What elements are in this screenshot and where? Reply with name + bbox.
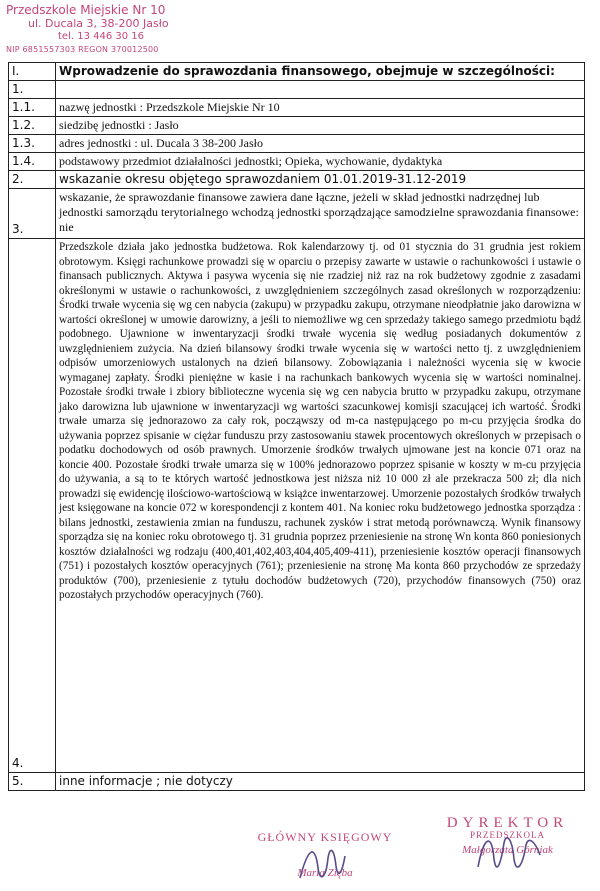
signature-sub-role: PRZEDSZKOLA <box>469 830 545 840</box>
combined-data-statement: wskazanie, że sprawozdanie finansowe zawiera dane łączne, jeżeli w skład jednostki nadrzędnej lub jednostki samorządu terytorialnego wchodzą jednostki sporządzające samodzielne sprawozdania finansowe: nie <box>56 189 585 239</box>
row-number: 4. <box>9 239 56 773</box>
stamp-address: ul. Ducala 3, 38-200 Jasło <box>28 17 169 30</box>
signature-name: Małgorzata Górniak <box>462 844 553 856</box>
signature-role: GŁÓWNY KSIĘGOWY <box>257 830 393 844</box>
signature-name: Maria Zięba <box>297 867 353 879</box>
table-row <box>9 153 585 171</box>
table-row <box>9 117 585 135</box>
financial-statement-intro-table <box>8 62 585 791</box>
stamp-phone: tel. 13 446 30 16 <box>58 31 145 42</box>
unit-seat: siedzibę jednostki : Jasło <box>56 117 585 135</box>
unit-name: nazwę jednostki : Przedszkole Miejskie Nr 10 <box>56 99 585 117</box>
table-row <box>9 773 585 791</box>
row-number: 1.2. <box>9 117 56 135</box>
row-number: 1. <box>9 81 56 99</box>
unit-address: adres jednostki : ul. Ducala 3 38-200 Jasło <box>56 135 585 153</box>
row-number: 2. <box>9 171 56 189</box>
row-number: 1.3. <box>9 135 56 153</box>
table-row <box>9 135 585 153</box>
row-number: 1.1. <box>9 99 56 117</box>
stamp-nip-regon: NIP 6851557303 REGON 370012500 <box>6 45 159 54</box>
institution-stamp <box>6 4 206 56</box>
table-row <box>9 189 585 239</box>
table-row <box>9 81 585 99</box>
row-text <box>56 81 585 99</box>
table-row <box>9 171 585 189</box>
table-row <box>9 63 585 81</box>
signature-role: DYREKTOR <box>446 815 569 831</box>
chief-accountant-signature <box>240 830 410 879</box>
stamp-name: Przedszkole Miejskie Nr 10 <box>6 3 166 17</box>
table-row <box>9 99 585 117</box>
handwritten-signature <box>290 838 350 888</box>
row-number: 1.4. <box>9 153 56 171</box>
handwritten-signature <box>470 829 550 879</box>
row-number: 5. <box>9 773 56 791</box>
table-row <box>9 239 585 773</box>
director-signature <box>420 815 595 856</box>
reporting-period: wskazanie okresu objętego sprawozdaniem 01.01.2019-31.12-2019 <box>56 171 585 189</box>
accounting-policies: Przedszkole działa jako jednostka budżetowa. Rok kalendarzowy tj. od 01 stycznia do 31 grudnia jest rokiem obrotowym. Księgi rachunkowe prowadzi się w oparciu o przepisy zawarte w ustawie o rachunkowości i ustawie o finansach publicznych. Aktywa i pasywa wycenia się nie rzadziej niż raz na rok budżetowy zgodnie z zasadami określonymi w ustawie o rachunkowości, z uwzględnieniem szczególnych zasad określonych w rozporządzeniu: Środki trwałe wycenia się wg cen nabycia (zakupu) w przypadku zakupu, otrzymane nieodpłatnie jako darowizna w wartości określonej w umowie darowizny, a jeśli to niemożliwe wg cen sprzedaży takiego samego przedmiotu bądź podobnego. Ujawnione w inwentaryzacji środki trwałe wycenia się według posiadanych dokumentów z uwzględnieniem zużycia. Na dzień bilansowy środki trwałe wycenia się w wartości netto tj. z uwzględnieniem odpisów umorzeniowych ustalonych na dzień bilansowy. Zobowiązania i należności wycenia się w kwocie wymaganej zapłaty. Środki pieniężne w kasie i na rachunkach bankowych wycenia się w wartości nominalnej. Pozostałe środki trwałe i zbiory biblioteczne wycenia się wg cen nabycia brutto w przypadku zakupu, otrzymane jako darowizna lub ujawnione w inwentaryzacji wg wartości szacunkowej komisji szacującej ich wartość. Środki trwałe umarza się jednorazowo za cały rok, począwszy od m-ca następującego po m-cu przyjęcia środka do używania poprzez spisanie w ciężar funduszu przy zastosowaniu stawek procentowych określonych w przepisach o podatku dochodowych od osób prawnych. Umorzenie środków trwałych ujmowane jest na koncie 071 oraz na koncie 400. Pozostałe środki trwałe umarza się w 100% jednorazowo poprzez spisanie w koszty w m-cu przyjęcia do używania, a są to te których wartość jednostkowa jest niższa niż 10 000 zł ale przekracza 500 zł; dla nich prowadzi się ewidencję ilościowo-wartościową w książce inwentarzowej. Umorzenie pozostałych środków trwałych jest księgowane na koncie 072 w korespondencji z kontem 401. Na koniec roku budżetowego jednostka sporządza : bilans jednostki, zestawienia zmian na funduszu, rachunek zysków i strat metodą porównawczą. Wynik finansowy sporządza się na koniec roku obrotowego tj. 31 grudnia poprzez przeniesienie na stronę Wn konta 860 poniesionych kosztów działalności wg rodzaju (400,401,402,403,404,405,409-411), przeniesienie kosztów operacji finansowych (751) i pozostałych kosztów operacyjnych (761); przeniesienie na stronę Ma konta 860 przychodów ze sprzedaży produktów (700), przeniesienie z tytułu dochodów budżetowych (720), przychodów finansowych (750) oraz pozostałych przychodów operacyjnych (760). <box>56 239 585 773</box>
row-number: I. <box>9 63 56 81</box>
unit-activity: podstawowy przedmiot działalności jednostki; Opieka, wychowanie, dydaktyka <box>56 153 585 171</box>
row-number: 3. <box>9 189 56 239</box>
other-information: inne informacje ; nie dotyczy <box>56 773 585 791</box>
section-heading: Wprowadzenie do sprawozdania finansowego, obejmuje w szczególności: <box>56 63 585 81</box>
